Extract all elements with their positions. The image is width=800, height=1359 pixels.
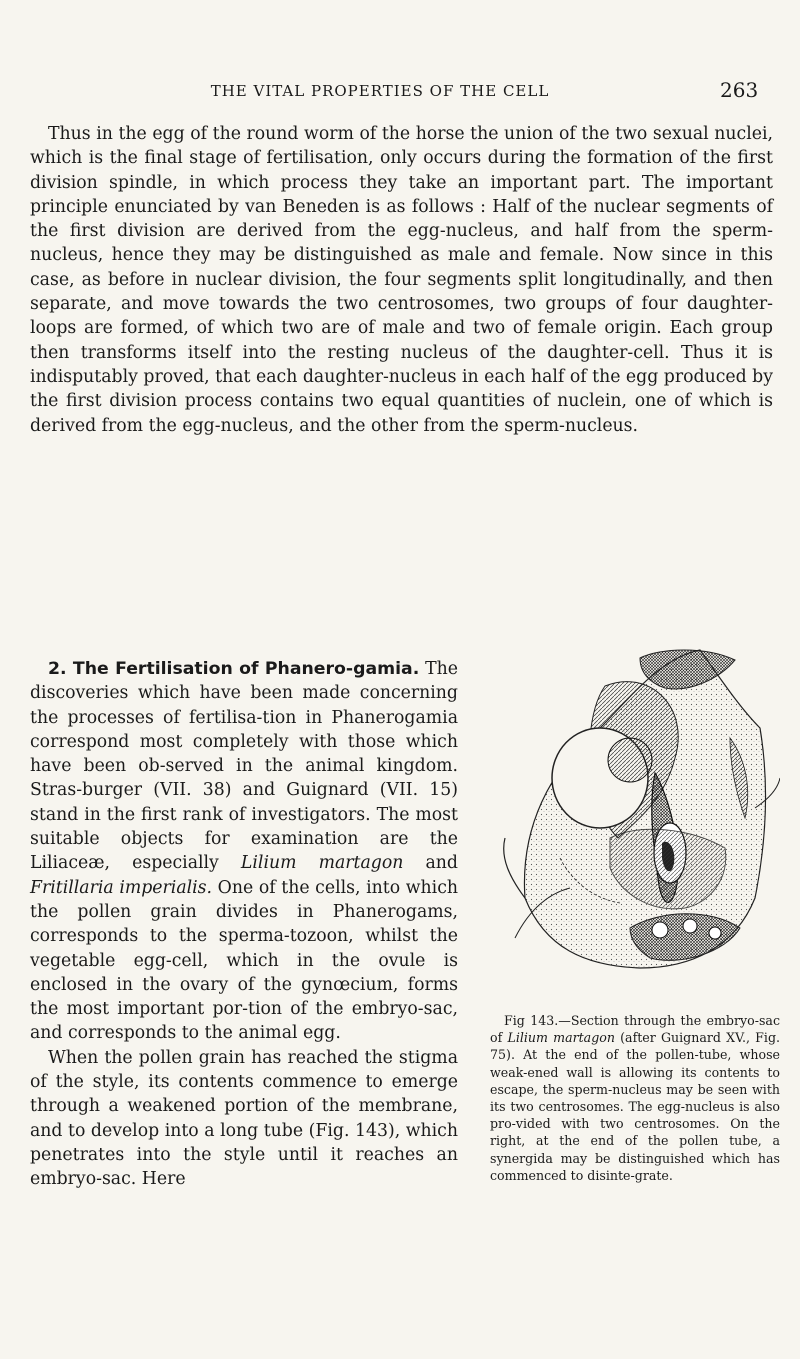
- caption-text: [490, 1012, 780, 1184]
- paragraph-text: One of the cells, into which the pollen grain divides in Phanerogams, corresponds to the sperma-tozoon, whilst the vegetable egg-cell, which in the ovule is enclosed in the ovary of the gynœcium, forms the most important por-tion of the embryo-sac, and corresponds to the animal egg.: [30, 877, 459, 1044]
- caption-part: (after Guignard XV., Fig. 75). At the end of the pollen-tube, whose weak-ened wall is allowing its contents to escape, the sperm-nucleus may be seen with its two centrosomes. The egg-nucleus is also pro-vided with two centrosomes. On the right, at the end of the pollen tube, a synergida may be distinguished which has commenced to disinte-grate.: [490, 1030, 781, 1183]
- paragraph: [30, 657, 458, 1046]
- caption-part: Fig 143.—Section through the embryo-sac of: [490, 1013, 780, 1046]
- figure-caption: [490, 1012, 780, 1184]
- embryo-sac-illustration: [490, 648, 780, 1003]
- running-title: THE VITAL PROPERTIES OF THE CELL: [210, 82, 550, 100]
- species-name: Lilium martagon: [240, 853, 404, 874]
- fertilisation-section: [30, 657, 458, 1192]
- figure-143: [490, 648, 780, 1003]
- paragraph-text: and: [403, 853, 458, 874]
- paragraph: Thus in the egg of the round worm of the horse the union of the two sexual nuclei, which is the final stage of fertilisation, only occurs during the formation of the first division spindle, in which process they take an important part. The important principle enunciated by van Beneden is as follows : Half of the nuclear segments of the first division are derived from the egg-nucleus, and half from the sperm-nucleus, hence they may be distinguished as male and female. Now since in this case, as before in nuclear division, the four segments split longitudinally, and then separate, and move towards the two centrosomes, two groups of four daughter-loops are formed, of which two are of male and two of female origin. Each group then transforms itself into the resting nucleus of the daughter-cell. Thus it is indisputably proved, that each daughter-nucleus in each half of the egg produced by the first division process contains two equal quantities of nuclein, one of which is derived from the egg-nucleus, and the other from the sperm-nucleus.: [30, 124, 773, 436]
- main-text: [30, 122, 773, 438]
- section-heading: 2. The Fertilisation of Phanero-gamia.: [48, 659, 420, 679]
- paragraph-text: The discoveries which have been made concerning the processes of fertilisa-tion in Phanerogamia correspond most completely with those which have been ob-served in the animal kingdom. Stras-burger (VII. 38) and Guignard (VII. 15) stand in the first rank of investigators. The most suitable objects for examination are the Liliaceæ, especially: [30, 659, 458, 874]
- species-name: Lilium martagon: [507, 1030, 615, 1046]
- paragraph: When the pollen grain has reached the stigma of the style, its contents commence to emerge through a weakened portion of the membrane, and to develop into a long tube (Fig. 143), which penetrates into the style until it reaches an embryo-sac. Here: [30, 1047, 458, 1190]
- page-number: 263: [720, 78, 759, 102]
- species-name: Fritillaria imperialis.: [30, 877, 213, 898]
